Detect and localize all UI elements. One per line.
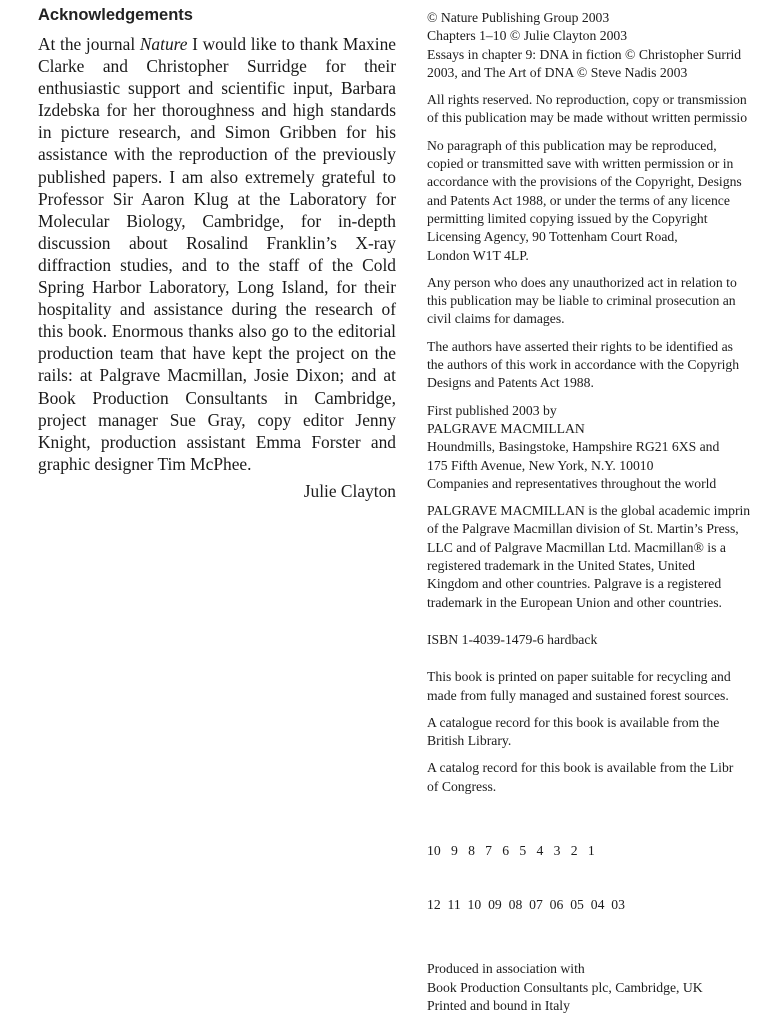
paper-notice — [427, 668, 780, 705]
production-line: Produced in association with — [427, 961, 585, 977]
journal-name: Nature — [139, 34, 188, 54]
unauthorized-line: Any person who does any unauthorized act in relation to — [427, 274, 737, 290]
reproduction-line: and Patents Act 1988, or under the terms of any licence — [427, 192, 730, 208]
reproduction-line: copied or transmitted save with written permission or in — [427, 156, 734, 172]
publisher-line: First published 2003 by — [427, 402, 557, 418]
print-run-numbers — [427, 805, 780, 951]
impression-numbers: 10 9 8 7 6 5 4 3 2 1 — [427, 842, 595, 858]
acknowledgements-body — [38, 33, 396, 475]
british-library-notice — [427, 714, 780, 751]
authors-rights-notice — [427, 338, 780, 393]
paper-line: made from fully managed and sustained forest sources. — [427, 687, 729, 703]
copyright-line: Chapters 1–10 © Julie Clayton 2003 — [427, 28, 628, 44]
catalog-line: A catalog record for this book is available from the Libr — [427, 760, 734, 776]
authors-line: the authors of this work in accordance with the Copyrigh — [427, 357, 740, 373]
authors-line: The authors have asserted their rights to be identified as — [427, 338, 733, 354]
reproduction-line: No paragraph of this publication may be reproduced, — [427, 137, 717, 153]
publisher-line: Houndmills, Basingstoke, Hampshire RG21 6XS and — [427, 439, 720, 455]
publisher-line: 175 Fifth Avenue, New York, N.Y. 10010 — [427, 457, 654, 473]
copyright-line: Essays in chapter 9: DNA in fiction © Christopher Surrid — [427, 46, 742, 62]
catalogue-line: A catalogue record for this book is available from the — [427, 714, 720, 730]
production-credits — [427, 960, 780, 1015]
rights-line: All rights reserved. No reproduction, copy or transmission — [427, 92, 747, 108]
acknowledgements-section — [38, 6, 396, 502]
reproduction-line: London W1T 4LP. — [427, 247, 529, 263]
imprint-line: PALGRAVE MACMILLAN is the global academic imprin — [427, 503, 751, 519]
isbn: ISBN 1-4039-1479-6 hardback — [427, 631, 598, 647]
unauthorized-line: this publication may be liable to criminal prosecution an — [427, 293, 736, 309]
authors-line: Designs and Patents Act 1988. — [427, 375, 594, 391]
reproduction-line: permitting limited copying issued by the Copyright — [427, 210, 708, 226]
imprint-line: of the Palgrave Macmillan division of St. Martin’s Press, — [427, 521, 739, 537]
production-line: Printed and bound in Italy — [427, 997, 570, 1013]
publisher-line: PALGRAVE MACMILLAN — [427, 420, 585, 436]
first-published-block — [427, 402, 780, 493]
reproduction-paragraph — [427, 137, 780, 265]
publisher-line: Companies and representatives throughout the world — [427, 475, 717, 491]
ack-text-start: At the journal — [38, 34, 140, 54]
copyright-line: 2003, and The Art of DNA © Steve Nadis 2003 — [427, 64, 688, 80]
production-line: Book Production Consultants plc, Cambridge, UK — [427, 979, 703, 995]
copyright-line: © Nature Publishing Group 2003 — [427, 10, 610, 25]
imprint-line: trademark in the European Union and other countries. — [427, 594, 722, 610]
catalogue-line: British Library. — [427, 733, 512, 749]
acknowledgements-signature: Julie Clayton — [303, 480, 396, 501]
rights-line: of this publication may be made without written permissio — [427, 110, 748, 126]
copyright-notice — [427, 9, 780, 82]
reproduction-line: accordance with the provisions of the Copyright, Designs — [427, 174, 742, 190]
imprint-line: Kingdom and other countries. Palgrave is a registered — [427, 576, 722, 592]
paper-line: This book is printed on paper suitable for recycling and — [427, 669, 731, 685]
imprint-line: LLC and of Palgrave Macmillan Ltd. Macmillan® is a — [427, 539, 726, 555]
ack-text-rest: I would like to thank Maxine Clarke and Christopher Surridge for their enthusiastic support and scientific input, Barbara Izdebska for her thoroughness and high standards in picture research, and Simon Gribben for his assistance with the reproduction of the previously published papers. I am also extremely grateful to Professor Sir Aaron Klug at the Laboratory for Molecular Biology, Cambridge, for in-depth discussion about Rosalind Franklin’s X-ray diffraction studies, and to the staff of the Cold Spring Harbor Laboratory, Long Island, for their hospitality and assistance during the research of this book. Enormous thanks also go to the editorial production team that have kept the project on the rails: at Palgrave Macmillan, Josie Dixon; and at Book Production Consultants in Cambridge, project manager Sue Gray, copy editor Jenny Knight, production assistant Emma Forster and graphic designer Tim McPhee. — [38, 34, 396, 474]
unauthorized-act-notice — [427, 274, 780, 329]
copyright-page — [427, 9, 780, 1024]
acknowledgements-heading: Acknowledgements — [38, 6, 193, 24]
palgrave-imprint-notice — [427, 502, 780, 612]
unauthorized-line: civil claims for damages. — [427, 311, 565, 327]
year-numbers: 12 11 10 09 08 07 06 05 04 03 — [427, 897, 625, 913]
reproduction-line: Licensing Agency, 90 Tottenham Court Road, — [427, 229, 678, 245]
rights-reserved — [427, 91, 780, 128]
library-of-congress-notice — [427, 759, 780, 796]
imprint-line: registered trademark in the United States, United — [427, 558, 695, 574]
catalog-line: of Congress. — [427, 778, 497, 794]
